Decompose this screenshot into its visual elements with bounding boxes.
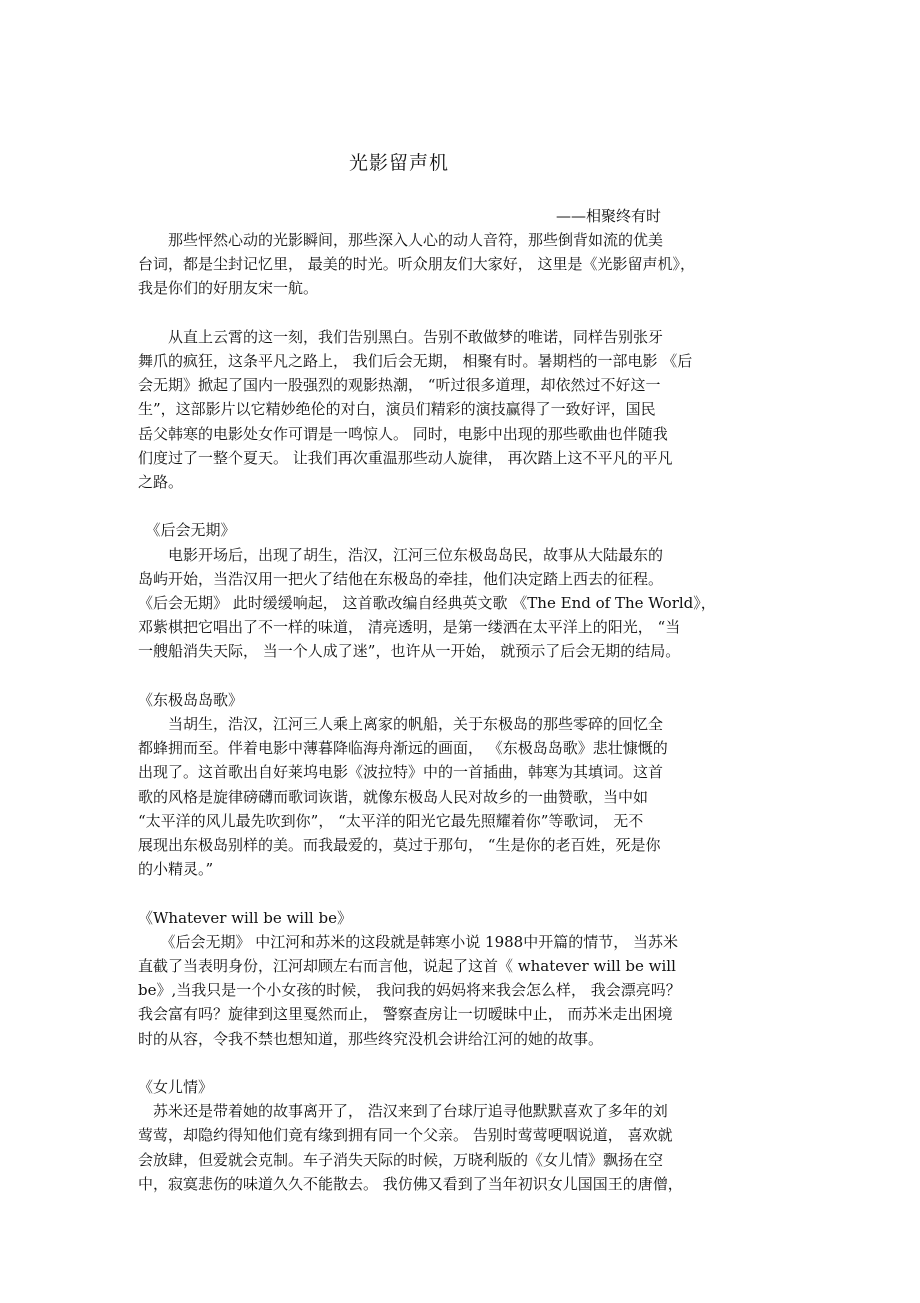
body-text-line: 的小精灵。” <box>138 860 214 879</box>
document-title: 光影留声机 <box>349 152 450 174</box>
body-text-line: 我会富有吗？旋律到这里戛然而止， 警察查房让一切暧昧中止， 而苏米走出困境 <box>138 1005 673 1024</box>
body-text-line: 岛屿开始，当浩汉用一把火了结他在东极岛的牵挂，他们决定踏上西去的征程。 <box>138 569 664 588</box>
body-text-line: 《后会无期》 中江河和苏米的这段就是韩寒小说 1988中开篇的情节， 当苏米 <box>138 932 678 951</box>
body-text-line: 之路。 <box>138 473 184 491</box>
body-text-line: 《东极岛岛歌》 <box>138 690 244 709</box>
body-text-line: 电影开场后，出现了胡生，浩汉，江河三位东极岛岛民，故事从大陆最东的 <box>138 545 664 564</box>
body-text-line: 莺莺，却隐约得知他们竟有缘到拥有同一个父亲。 告别时莺莺哽咽说道， 喜欢就 <box>138 1126 673 1145</box>
body-text-line: “太平洋的风儿最先吹到你”， “太平洋的阳光它最先照耀着你”等歌词， 无不 <box>138 811 644 830</box>
body-text-line: 岳父韩寒的电影处女作可谓是一鸣惊人。 同时，电影中出现的那些歌曲也伴随我 <box>138 424 668 443</box>
body-text-line: be》,当我只是一个小女孩的时候， 我问我的妈妈将来我会怎么样， 我会漂亮吗？ <box>138 981 681 1000</box>
document-subtitle: ——相聚终有时 <box>556 207 662 225</box>
body-text-line: 一艘船消失天际， 当一个人成了迷”，也许从一开始， 就预示了后会无期的结局。 <box>138 642 681 661</box>
body-text-line: 中，寂寞悲伤的味道久久不能散去。 我仿佛又看到了当年初识女儿国国王的唐僧， <box>138 1174 683 1193</box>
body-text-line: 舞爪的疯狂，这条平凡之路上， 我们后会无期， 相聚有时。暑期档的一部电影 《后 <box>138 352 693 370</box>
body-text-line: 时的从容，令我不禁也想知道，那些终究没机会讲给江河的她的故事。 <box>138 1029 604 1048</box>
body-text-line: 都蜂拥而至。伴着电影中薄暮降临海舟渐远的画面， 《东极岛岛歌》悲壮慷慨的 <box>138 739 668 758</box>
body-text-line: 《后会无期》 此时缓缓响起， 这首歌改编自经典英文歌 《The End of The World》， <box>138 594 716 612</box>
body-text-line: 我是你们的好朋友宋一航。 <box>138 279 319 298</box>
body-text-line: 那些怦然心动的光影瞬间，那些深入人心的动人音符，那些倒背如流的优美 <box>138 231 664 249</box>
body-text-line: 们度过了一整个夏天。 让我们再次重温那些动人旋律， 再次踏上这不平凡的平凡 <box>138 448 673 467</box>
body-text-line: 会无期》掀起了国内一股强烈的观影热潮， “听过很多道理，却依然过不好这一 <box>138 376 661 395</box>
body-text-line: 台词，都是尘封记忆里， 最美的时光。听众朋友们大家好， 这里是《光影留声机》， <box>138 255 696 274</box>
body-text-line: 《后会无期》 <box>138 521 236 540</box>
body-text-line: 展现出东极岛别样的美。而我最爱的，莫过于那句， “生是你的老百姓，死是你 <box>138 836 661 854</box>
body-text-line: 苏米还是带着她的故事离开了， 浩汉来到了台球厅追寻他默默喜欢了多年的刘 <box>138 1102 668 1121</box>
body-text-line: 会放肆，但爱就会克制。车子消失天际的时候，万晓利版的《女儿情》飘扬在空 <box>138 1150 664 1169</box>
body-text-line: 出现了。这首歌出自好莱坞电影《波拉特》中的一首插曲，韩寒为其填词。这首 <box>138 763 664 782</box>
body-text-line: 邓紫棋把它唱出了不一样的味道， 清亮透明，是第一缕洒在太平洋上的阳光， “当 <box>138 618 681 637</box>
body-text-line: 《Whatever will be will be》 <box>138 908 352 927</box>
body-text-line: 《女儿情》 <box>138 1078 214 1096</box>
body-text-line: 生”，这部影片以它精妙绝伦的对白，演员们精彩的演技赢得了一致好评，国民 <box>138 400 656 419</box>
body-text-line: 直截了当表明身份，江河却顾左右而言他，说起了这首《 whatever will be will <box>138 957 676 975</box>
body-text-line: 从直上云霄的这一刻，我们告别黑白。告别不敢做梦的唯诺，同样告别张牙 <box>138 327 664 346</box>
body-text-line: 歌的风格是旋律磅礴而歌词诙谐，就像东极岛人民对故乡的一曲赞歌，当中如 <box>138 787 649 806</box>
body-text-line: 当胡生，浩汉，江河三人乘上离家的帆船，关于东极岛的那些零碎的回忆全 <box>138 715 664 733</box>
